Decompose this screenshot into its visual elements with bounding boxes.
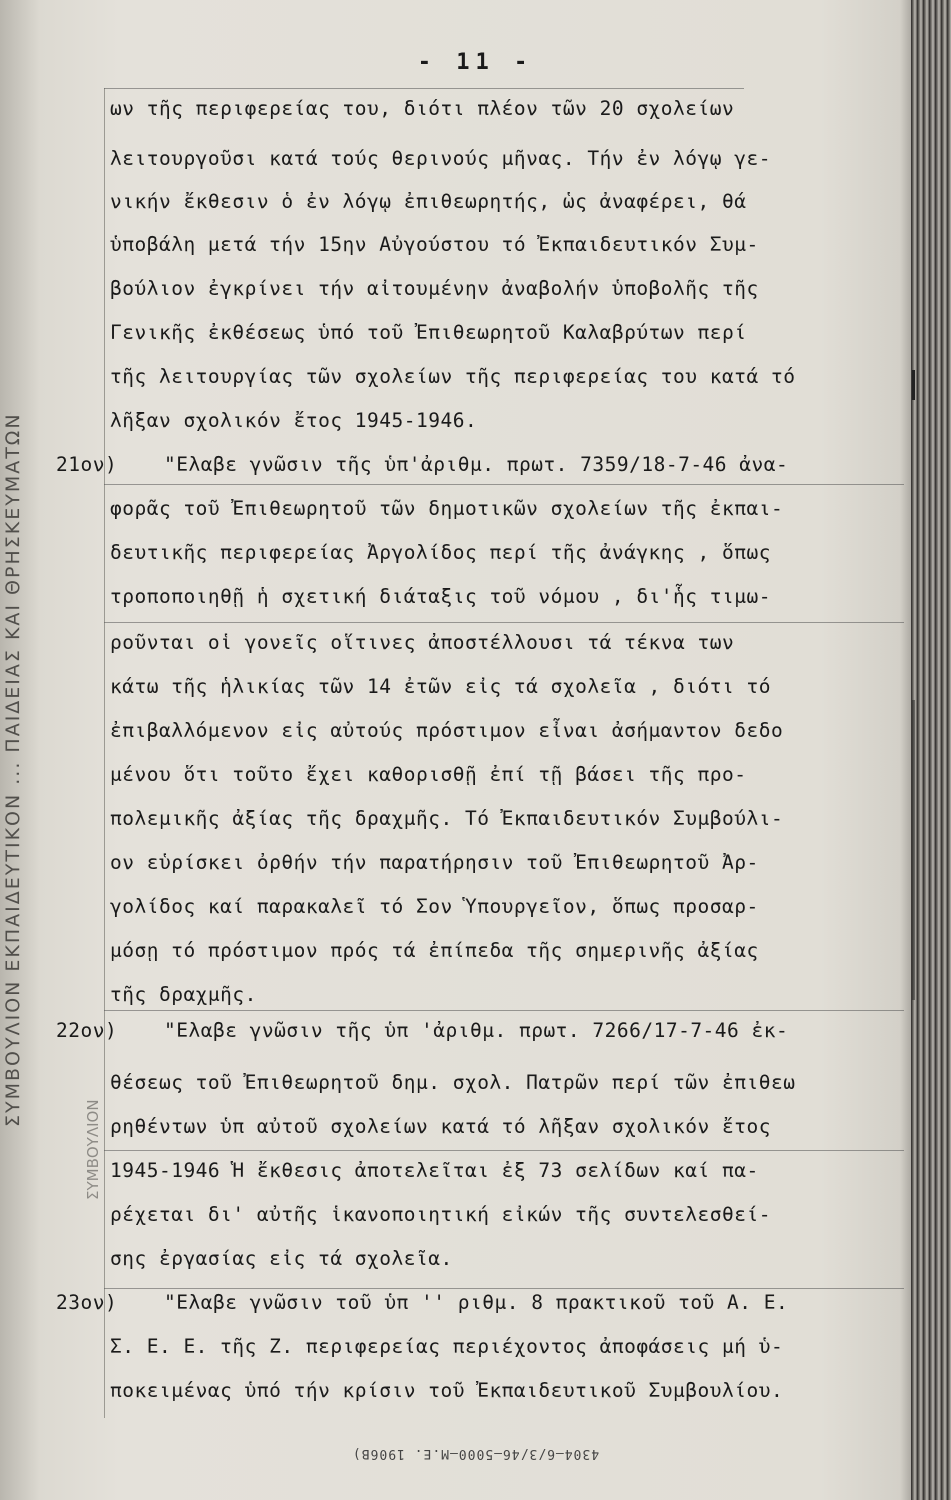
text-line: τῆς δραχμῆς. [110, 983, 257, 1006]
text-line: μόσῃ τό πρόστιμον πρός τά ἐπίπεδα τῆς σημερινῆς ἀξίας [110, 939, 759, 962]
vertical-stamp: ΣΥΜΒΟΥΛΙΟΝ ΕΚΠΑΙΔΕΥΤΙΚΟΝ ... ΠΑΙΔΕΙΑΣ ΚΑΙ ΘΡΗΣΚΕΥΜΑΤΩΝ [2, 412, 24, 1128]
item-number: 21ον) [56, 453, 118, 476]
text-line: θέσεως τοῦ Ἐπιθεωρητοῦ δημ. σχολ. Πατρῶν περί τῶν ἐπιθεω [110, 1071, 796, 1094]
text-line: ποκειμένας ὑπό τήν κρίσιν τοῦ Ἐκπαιδευτικοῦ Συμβουλίου. [110, 1379, 784, 1402]
text-line: "Ελαβε γνῶσιν τῆς ὑπ 'ἀριθμ. πρωτ. 7266/17-7-46 ἐκ- [164, 1019, 789, 1042]
text-line: φορᾶς τοῦ Ἐπιθεωρητοῦ τῶν δημοτικῶν σχολείων τῆς ἐκπαι- [110, 497, 784, 520]
vertical-stamp-faint: ΣΥΜΒΟΥΛΙΟΝ [84, 1099, 102, 1200]
margin-bracket [912, 370, 915, 400]
book-binding-edge [911, 0, 951, 1500]
text-line: ρηθέντων ὑπ αὐτοῦ σχολείων κατά τό λῆξαν σχολικόν ἔτος [110, 1115, 771, 1138]
rule-line [104, 1150, 904, 1151]
text-line: ρέχεται δι' αὐτῆς ἱκανοποιητική εἰκών τῆς συντελεσθεί- [110, 1203, 771, 1226]
text-line: μένου ὅτι τοῦτο ἔχει καθορισθῇ ἐπί τῇ βάσει τῆς προ- [110, 763, 747, 786]
text-line: νικήν ἔκθεσιν ὁ ἐν λόγῳ ἐπιθεωρητής, ὡς ἀναφέρει, θά [110, 190, 747, 213]
text-line: ἐπιβαλλόμενον εἰς αὐτούς πρόστιμον εἶναι ἀσήμαντον δεδο [110, 719, 784, 742]
text-line: σης ἐργασίας εἰς τά σχολεῖα. [110, 1247, 453, 1270]
text-line: δευτικῆς περιφερείας Ἀργολίδος περί τῆς ἀνάγκης , ὅπως [110, 541, 771, 564]
rule-line [104, 88, 744, 89]
item-number: 23ον) [56, 1291, 118, 1314]
text-line: πολεμικῆς ἀξίας τῆς δραχμῆς. Τό Ἐκπαιδευτικόν Συμβούλι- [110, 807, 784, 830]
text-line: "Ελαβε γνῶσιν τῆς ὑπ'ἀριθμ. πρωτ. 7359/18-7-46 ἀνα- [164, 453, 789, 476]
text-line: "Ελαβε γνῶσιν τοῦ ὑπ '' ριθμ. 8 πρακτικοῦ τοῦ Α. Ε. [164, 1291, 789, 1314]
text-line: βούλιον ἐγκρίνει τήν αἰτουμένην ἀναβολήν ὑποβολῆς τῆς [110, 277, 759, 300]
rule-line [104, 622, 904, 623]
text-line: κάτω τῆς ἡλικίας τῶν 14 ἐτῶν εἰς τά σχολεῖα , διότι τό [110, 675, 771, 698]
page-number: - 11 - [417, 50, 534, 75]
text-line: λῆξαν σχολικόν ἔτος 1945-1946. [110, 409, 478, 432]
item-number: 22ον) [56, 1019, 118, 1042]
text-line: Γενικῆς ἐκθέσεως ὑπό τοῦ Ἐπιθεωρητοῦ Καλαβρύτων περί [110, 321, 747, 344]
text-line: ων τῆς περιφερείας του, διότι πλέον τῶν 20 σχολείων [110, 97, 735, 120]
margin-line [104, 88, 105, 1418]
text-line: τῆς λειτουργίας τῶν σχολείων τῆς περιφερείας του κατά τό [110, 365, 796, 388]
rule-line [104, 484, 904, 485]
margin-bracket [912, 700, 915, 1000]
text-line: τροποποιηθῇ ἡ σχετική διάταξις τοῦ νόμου , δι'ἧς τιμω- [110, 585, 771, 608]
rule-line [104, 1288, 904, 1289]
rule-line [104, 1010, 904, 1011]
text-line: 1945-1946 Ἡ ἔκθεσις ἀποτελεῖται ἐξ 73 σελίδων καί πα- [110, 1159, 759, 1182]
text-line: λειτουργοῦσι κατά τούς θερινούς μῆνας. Τήν ἐν λόγῳ γε- [110, 147, 771, 170]
text-line: ον εὑρίσκει ὀρθήν τήν παρατήρησιν τοῦ Ἐπιθεωρητοῦ Ἀρ- [110, 851, 759, 874]
printer-footer: 4304—6/3/46—5000—Μ.Ε. 1906Β) [351, 1446, 600, 1461]
text-line: ὑποβάλη μετά τήν 15ην Αὐγούστου τό Ἐκπαιδευτικόν Συμ- [110, 233, 759, 256]
text-line: ροῦνται οἱ γονεῖς οἵτινες ἀποστέλλουσι τά τέκνα των [110, 631, 735, 654]
text-line: Σ. Ε. Ε. τῆς Ζ. περιφερείας περιέχοντος ἀποφάσεις μή ὑ- [110, 1335, 784, 1358]
text-line: γολίδος καί παρακαλεῖ τό Σον Ὑπουργεῖον, ὅπως προσαρ- [110, 895, 759, 918]
